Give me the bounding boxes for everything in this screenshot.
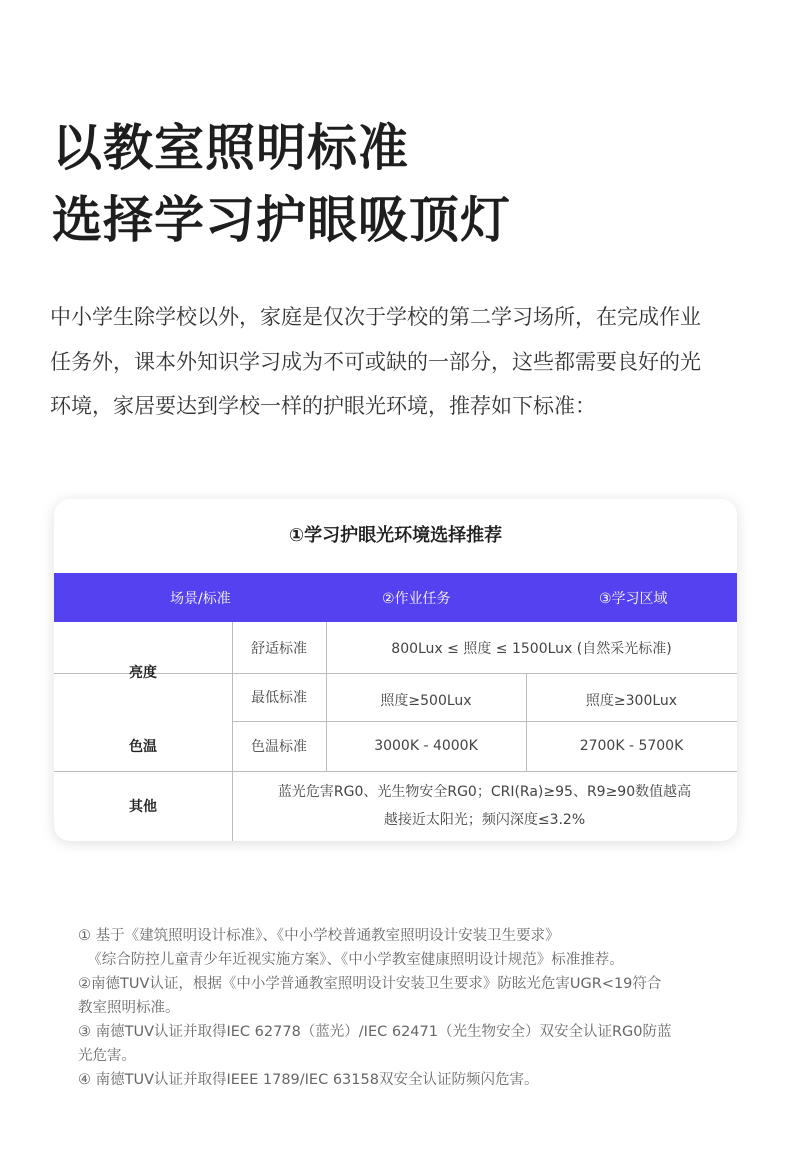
- minimum-area-value: 照度≥300Lux: [585, 693, 678, 709]
- intro-paragraph: [50, 295, 750, 429]
- other-value: [232, 771, 737, 841]
- color-temperature-area-value: 2700K - 5700K: [579, 738, 684, 754]
- intro-line: 中小学生除学校以外，家庭是仅次于学校的第二学习场所，在完成作业: [50, 305, 701, 329]
- footnote-line: ① 基于《建筑照明设计标准》、《中小学校普通教室照明设计安装卫生要求》: [78, 928, 560, 944]
- footnote-line: 光危害。: [78, 1048, 136, 1064]
- sub-label-minimum: 最低标准: [251, 690, 307, 706]
- intro-line: 环境，家居要达到学校一样的护眼光环境，推荐如下标准：: [50, 394, 596, 418]
- header-study-area: ③学习区域: [599, 591, 668, 607]
- row-label-color-temperature: 色温: [129, 739, 157, 755]
- table-title: ①学习护眼光环境选择推荐: [288, 525, 503, 546]
- footnotes: [78, 924, 738, 1092]
- minimum-task-value: 照度≥500Lux: [380, 693, 472, 709]
- footnote-line: ③ 南德TUV认证并取得IEC 62778（蓝光）/IEC 62471（光生物安全）双安全认证RG0防蓝: [78, 1024, 672, 1040]
- footnote-line: ②南德TUV认证，根据《中小学普通教室照明设计安装卫生要求》防眩光危害UGR<19符合: [78, 976, 662, 992]
- row-label-other: 其他: [129, 799, 157, 815]
- footnote-line: 教室照明标准。: [78, 1000, 180, 1016]
- footnote-line: ④ 南德TUV认证并取得IEEE 1789/IEC 63158双安全认证防频闪危害。: [78, 1072, 539, 1088]
- sub-label-color-temperature: 色温标准: [251, 739, 307, 755]
- header-scene-standard: 场景/标准: [170, 591, 231, 607]
- footnote-line: 《综合防控儿童青少年近视实施方案》、《中小学教室健康照明设计规范》标准推荐。: [78, 952, 624, 968]
- sub-label-comfort: 舒适标准: [251, 640, 307, 657]
- page-title: [52, 112, 511, 256]
- other-value-line: 蓝光危害RG0、光生物安全RG0；CRI(Ra)≥95、R9≥90数值越高: [277, 784, 692, 800]
- other-value-line: 越接近太阳光；频闪深度≤3.2%: [383, 812, 586, 828]
- header-task: ②作业任务: [382, 591, 451, 607]
- row-label-brightness: 亮度: [129, 664, 157, 681]
- comfort-value: 800Lux ≤ 照度 ≤ 1500Lux (自然采光标准): [391, 640, 672, 657]
- standards-table-card: [54, 499, 737, 841]
- intro-line: 任务外，课本外知识学习成为不可或缺的一部分，这些都需要良好的光: [50, 349, 701, 374]
- page-title-line-1: 以教室照明标准: [52, 119, 409, 177]
- table-header: [54, 573, 737, 622]
- page-title-line-2: 选择学习护眼吸顶灯: [52, 191, 511, 249]
- color-temperature-task-value: 3000K - 4000K: [374, 738, 478, 754]
